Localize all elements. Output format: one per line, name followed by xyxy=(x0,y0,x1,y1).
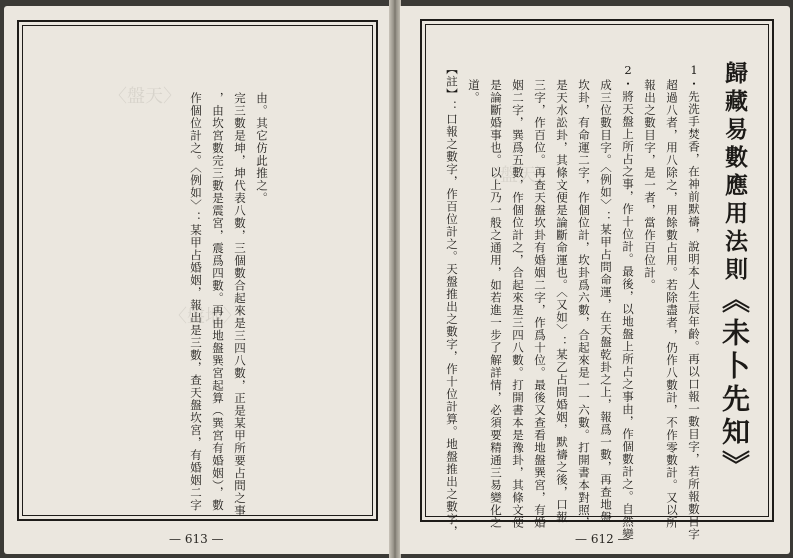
page-title xyxy=(714,61,754,483)
left-page xyxy=(4,6,391,554)
text-column: ，由坎宮數完三數是震宮，震爲四數。再由地盤巽宮起算（巽宮有婚姻），數 xyxy=(211,92,225,512)
text-column: 作個位計之。〈例如〉：某甲占婚姻，報出是三數，查天盤坎宮，有婚姻二字 xyxy=(189,92,203,512)
bleed-through-text: 〈盤天〉 xyxy=(109,86,181,107)
note-column: 【註】：口報之數字，作百位計之。天盤推出之數字，作十位計算。地盤推出之數字， xyxy=(445,63,459,538)
text-column: 是天水訟卦，其條文便是論斷命運也。〈又如〉：某乙占問婚姻，默禱之後，口報 xyxy=(555,79,569,524)
text-column: 超過八者，用八除之，用餘數占用。若除盡者，仍作八數計，不作零數計。又以所 xyxy=(665,79,679,529)
page-number: — 612 — xyxy=(575,532,630,546)
title-emphasis: 《未卜先知》 xyxy=(718,285,751,483)
text-column: 報出之數目字，是一者，當作百位計。 xyxy=(643,79,657,292)
text-column: 道。 xyxy=(467,79,481,104)
text-column: 是論斷婚事也。以上乃一般之通用，如若進一步了解詳情，必須要精通三易變化之 xyxy=(489,79,503,529)
text-column: 完三數是坤，坤代表八數，三個數合起來是三四八數，正是某甲所要占問之事 xyxy=(233,92,247,517)
bleed-through-text: 〈盤天〉 xyxy=(482,165,554,186)
text-column: 三字，作百位。再查天盤坎卦有婚姻二字，作爲十位。最後又查看地盤巽宮，有婚 xyxy=(533,79,547,529)
text-column: 成三位數目字。〈例如〉：某甲占問命運，在天盤乾卦之上，報爲一數，再查地盤 xyxy=(599,79,613,524)
text-column: 姻二字，巽爲五數，作個位計之，合起來是三四八數。打開書本是豫卦，其條文便 xyxy=(511,79,525,529)
bleed-through-text: 〈盤地〉 xyxy=(169,306,241,327)
text-column: 坎卦，有命運二字，作個位計，坎卦爲六數，合起來是一一六數。打開書本對照， xyxy=(577,79,591,529)
page-number: — 613 — xyxy=(169,532,224,546)
text-column: 由。其它仿此推之。 xyxy=(255,92,269,205)
title-main: 歸藏易數應用法則 xyxy=(721,61,748,285)
left-page-frame xyxy=(17,20,378,521)
text-column: 1・先洗手焚香，在神前默禱，說明本人生辰年齡。再以口報一數目字，若所報數目字 xyxy=(687,63,701,541)
right-page xyxy=(400,6,790,554)
text-column: 2・將天盤上所占之事，作十位計。最後，以地盤上所占之事由，作個數計之。自然變 xyxy=(621,63,635,541)
